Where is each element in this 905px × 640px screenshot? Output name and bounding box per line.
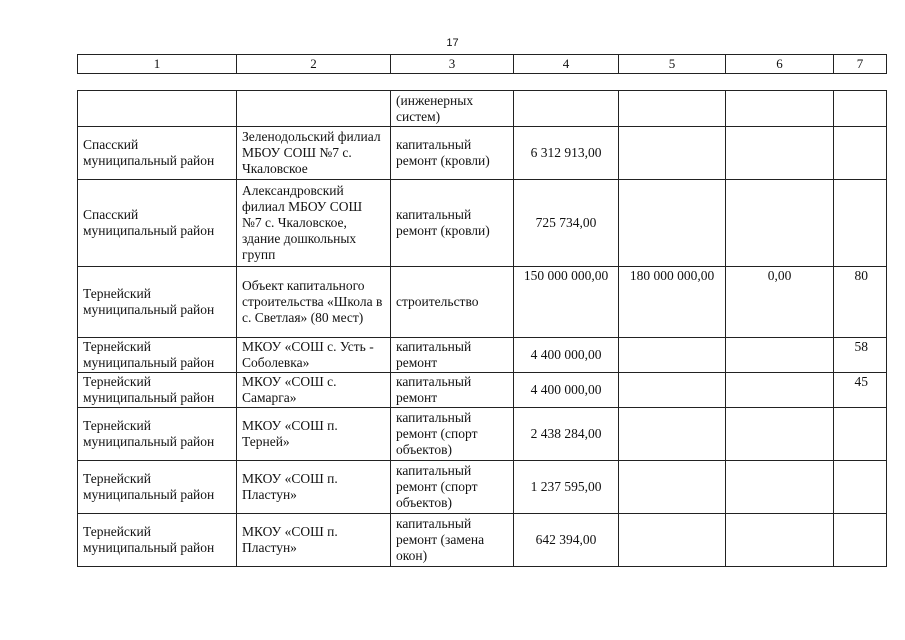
district-cell: Спасский муниципальный район	[78, 127, 237, 180]
district-cell: Спасский муниципальный район	[78, 180, 237, 267]
amount-cell: 642 394,00	[514, 514, 619, 567]
object-cell: МКОУ «СОШ п. Терней»	[237, 408, 391, 461]
col7-cell	[834, 91, 887, 127]
col5-cell	[619, 373, 726, 408]
object-cell: МКОУ «СОШ с. Самарга»	[237, 373, 391, 408]
header-cell: 7	[834, 55, 887, 74]
col6-cell	[726, 373, 834, 408]
col6-cell	[726, 180, 834, 267]
col6-cell	[726, 514, 834, 567]
work-type-cell: капитальный ремонт	[391, 373, 514, 408]
work-type-cell: капитальный ремонт (замена окон)	[391, 514, 514, 567]
amount-cell: 2 438 284,00	[514, 408, 619, 461]
amount-cell: 6 312 913,00	[514, 127, 619, 180]
table-row	[78, 267, 887, 338]
page-number: 17	[446, 37, 459, 49]
table-row	[78, 91, 887, 127]
table-row	[78, 461, 887, 514]
object-cell: МКОУ «СОШ с. Усть - Соболевка»	[237, 338, 391, 373]
table-row	[78, 408, 887, 461]
col7-cell: 45	[834, 373, 887, 408]
object-cell	[237, 91, 391, 127]
district-cell: Тернейский муниципальный район	[78, 267, 237, 338]
work-type-cell: капитальный ремонт (спорт объектов)	[391, 408, 514, 461]
work-type-cell: капитальный ремонт (кровли)	[391, 127, 514, 180]
amount-cell: 725 734,00	[514, 180, 619, 267]
header-row	[78, 55, 887, 74]
amount-cell: 150 000 000,00	[514, 267, 619, 338]
object-cell: МКОУ «СОШ п. Пластун»	[237, 514, 391, 567]
amount-cell: 4 400 000,00	[514, 338, 619, 373]
col5-cell	[619, 180, 726, 267]
header-cell: 4	[514, 55, 619, 74]
col7-cell	[834, 180, 887, 267]
col6-cell	[726, 461, 834, 514]
work-type-cell: капитальный ремонт (спорт объектов)	[391, 461, 514, 514]
work-type-cell: строительство	[391, 267, 514, 338]
object-cell: Объект капитального строительства «Школа в с. Светлая» (80 мест)	[237, 267, 391, 338]
object-cell: Зеленодольский филиал МБОУ СОШ №7 с. Чкаловское	[237, 127, 391, 180]
table-row	[78, 180, 887, 267]
col7-cell: 58	[834, 338, 887, 373]
district-cell	[78, 91, 237, 127]
col6-cell	[726, 408, 834, 461]
col5-cell: 180 000 000,00	[619, 267, 726, 338]
col7-cell	[834, 408, 887, 461]
col5-cell	[619, 338, 726, 373]
column-number-header	[77, 54, 887, 74]
col5-cell	[619, 127, 726, 180]
work-type-cell: капитальный ремонт (кровли)	[391, 180, 514, 267]
district-cell: Тернейский муниципальный район	[78, 373, 237, 408]
work-type-cell: (инженерных систем)	[391, 91, 514, 127]
table-row	[78, 373, 887, 408]
col5-cell	[619, 461, 726, 514]
col7-cell	[834, 514, 887, 567]
amount-cell: 1 237 595,00	[514, 461, 619, 514]
district-cell: Тернейский муниципальный район	[78, 408, 237, 461]
col6-cell: 0,00	[726, 267, 834, 338]
col5-cell	[619, 91, 726, 127]
header-cell: 3	[391, 55, 514, 74]
col5-cell	[619, 514, 726, 567]
col7-cell	[834, 461, 887, 514]
object-cell: МКОУ «СОШ п. Пластун»	[237, 461, 391, 514]
table-row	[78, 127, 887, 180]
table-row	[78, 338, 887, 373]
district-cell: Тернейский муниципальный район	[78, 338, 237, 373]
district-cell: Тернейский муниципальный район	[78, 461, 237, 514]
header-cell: 5	[619, 55, 726, 74]
col6-cell	[726, 91, 834, 127]
col6-cell	[726, 338, 834, 373]
header-cell: 1	[78, 55, 237, 74]
col7-cell: 80	[834, 267, 887, 338]
amount-cell	[514, 91, 619, 127]
funding-table	[77, 90, 887, 567]
amount-cell: 4 400 000,00	[514, 373, 619, 408]
object-cell: Александровский филиал МБОУ СОШ №7 с. Чкаловское, здание дошкольных групп	[237, 180, 391, 267]
district-cell: Тернейский муниципальный район	[78, 514, 237, 567]
col5-cell	[619, 408, 726, 461]
table-row	[78, 514, 887, 567]
header-cell: 2	[237, 55, 391, 74]
header-cell: 6	[726, 55, 834, 74]
col6-cell	[726, 127, 834, 180]
col7-cell	[834, 127, 887, 180]
work-type-cell: капитальный ремонт	[391, 338, 514, 373]
